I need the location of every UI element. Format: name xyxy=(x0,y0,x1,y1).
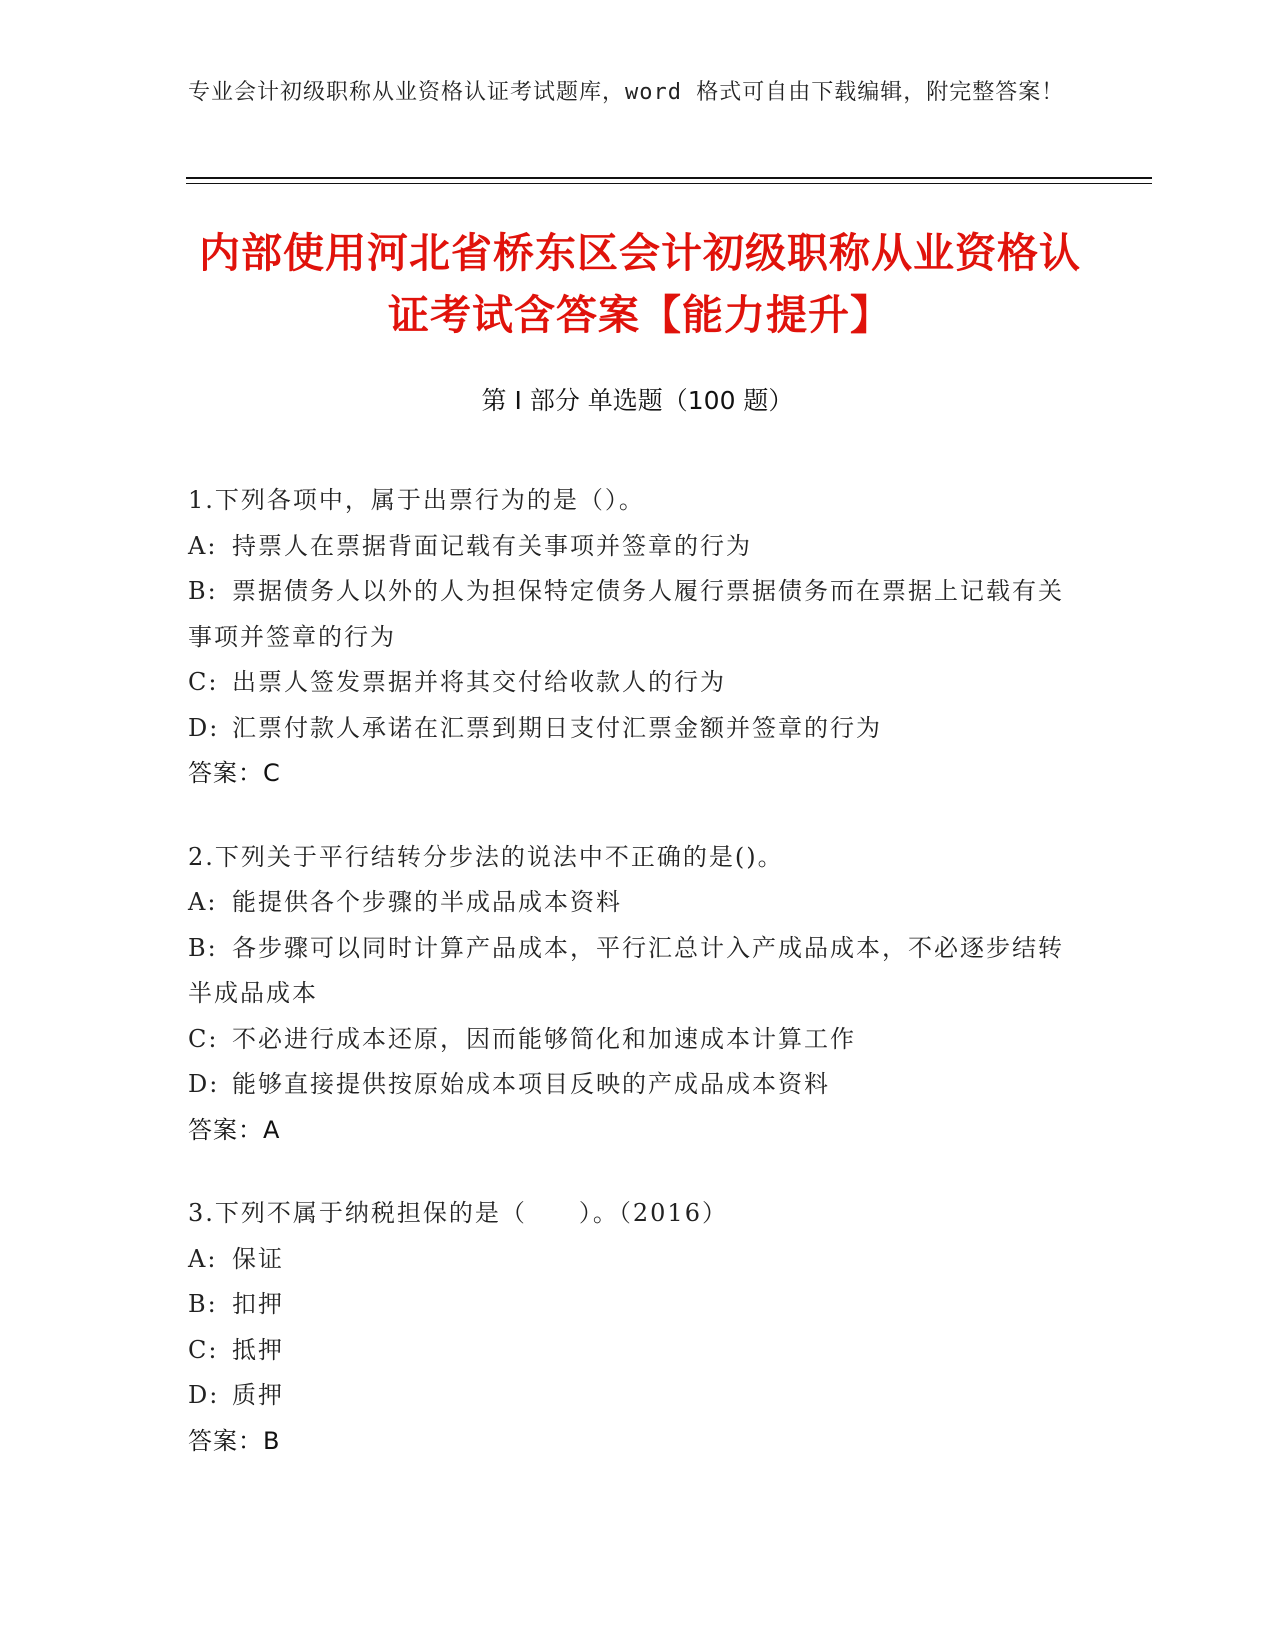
option-d xyxy=(188,1062,1088,1108)
option-key: A: xyxy=(188,531,218,560)
answer: 答案：C xyxy=(188,759,281,787)
question-stem: 2.下列关于平行结转分步法的说法中不正确的是()。 xyxy=(188,842,784,871)
option-key: B: xyxy=(188,577,218,605)
option-key: A: xyxy=(188,888,218,916)
option-key: C: xyxy=(188,1335,219,1364)
question-3 xyxy=(188,1191,1088,1464)
option-key: B: xyxy=(188,1290,218,1318)
option-text: 质押 xyxy=(232,1381,284,1409)
option-a xyxy=(188,880,1088,926)
option-text: 票据债务人以外的人为担保特定债务人履行票据债务而在票据上记载有关事项并签章的行为 xyxy=(188,577,1064,651)
option-d xyxy=(188,1373,1088,1419)
answer: 答案：B xyxy=(188,1426,281,1455)
option-text: 抵押 xyxy=(232,1335,284,1364)
option-text: 能够直接提供按原始成本项目反映的产成品成本资料 xyxy=(232,1070,830,1098)
question-1 xyxy=(188,478,1088,797)
option-c xyxy=(188,1017,1088,1063)
option-key: D: xyxy=(188,1070,220,1098)
header-note: 专业会计初级职称从业资格认证考试题库，word 格式可自由下载编辑，附完整答案！ xyxy=(188,80,1065,105)
option-d xyxy=(188,706,1088,752)
header-rule-thick xyxy=(186,177,1152,179)
option-key: A: xyxy=(188,1244,218,1273)
question-2 xyxy=(188,835,1088,1154)
option-text: 汇票付款人承诺在汇票到期日支付汇票金额并签章的行为 xyxy=(232,713,882,742)
option-text: 不必进行成本还原，因而能够简化和加速成本计算工作 xyxy=(232,1024,856,1053)
section-title: 第 I 部分 单选题（100 题） xyxy=(481,386,794,415)
option-a xyxy=(188,1237,1088,1283)
question-stem: 3.下列不属于纳税担保的是（ ）。（2016） xyxy=(188,1199,728,1227)
option-text: 扣押 xyxy=(232,1290,284,1318)
option-text: 各步骤可以同时计算产品成本，平行汇总计入产成品成本，不必逐步结转半成品成本 xyxy=(188,933,1064,1007)
option-text: 持票人在票据背面记载有关事项并签章的行为 xyxy=(232,531,752,560)
option-key: C: xyxy=(188,1024,219,1053)
question-list xyxy=(188,478,1088,1502)
question-stem: 1.下列各项中，属于出票行为的是（）。 xyxy=(188,486,645,514)
option-c xyxy=(188,1328,1088,1374)
option-key: D: xyxy=(188,713,220,742)
option-key: B: xyxy=(188,933,218,962)
option-text: 出票人签发票据并将其交付给收款人的行为 xyxy=(232,668,726,696)
header-rule-thin xyxy=(186,183,1152,184)
answer: 答案：A xyxy=(188,1115,281,1144)
document-title: 内部使用河北省桥东区会计初级职称从业资格认证考试含答案【能力提升】 xyxy=(199,229,1081,339)
option-b xyxy=(188,926,1088,1017)
option-a xyxy=(188,524,1088,570)
option-key: D: xyxy=(188,1381,220,1409)
option-text: 能提供各个步骤的半成品成本资料 xyxy=(232,888,622,916)
option-b xyxy=(188,1282,1088,1328)
option-c xyxy=(188,660,1088,706)
option-b xyxy=(188,569,1088,660)
option-text: 保证 xyxy=(232,1244,284,1273)
option-key: C: xyxy=(188,668,219,696)
